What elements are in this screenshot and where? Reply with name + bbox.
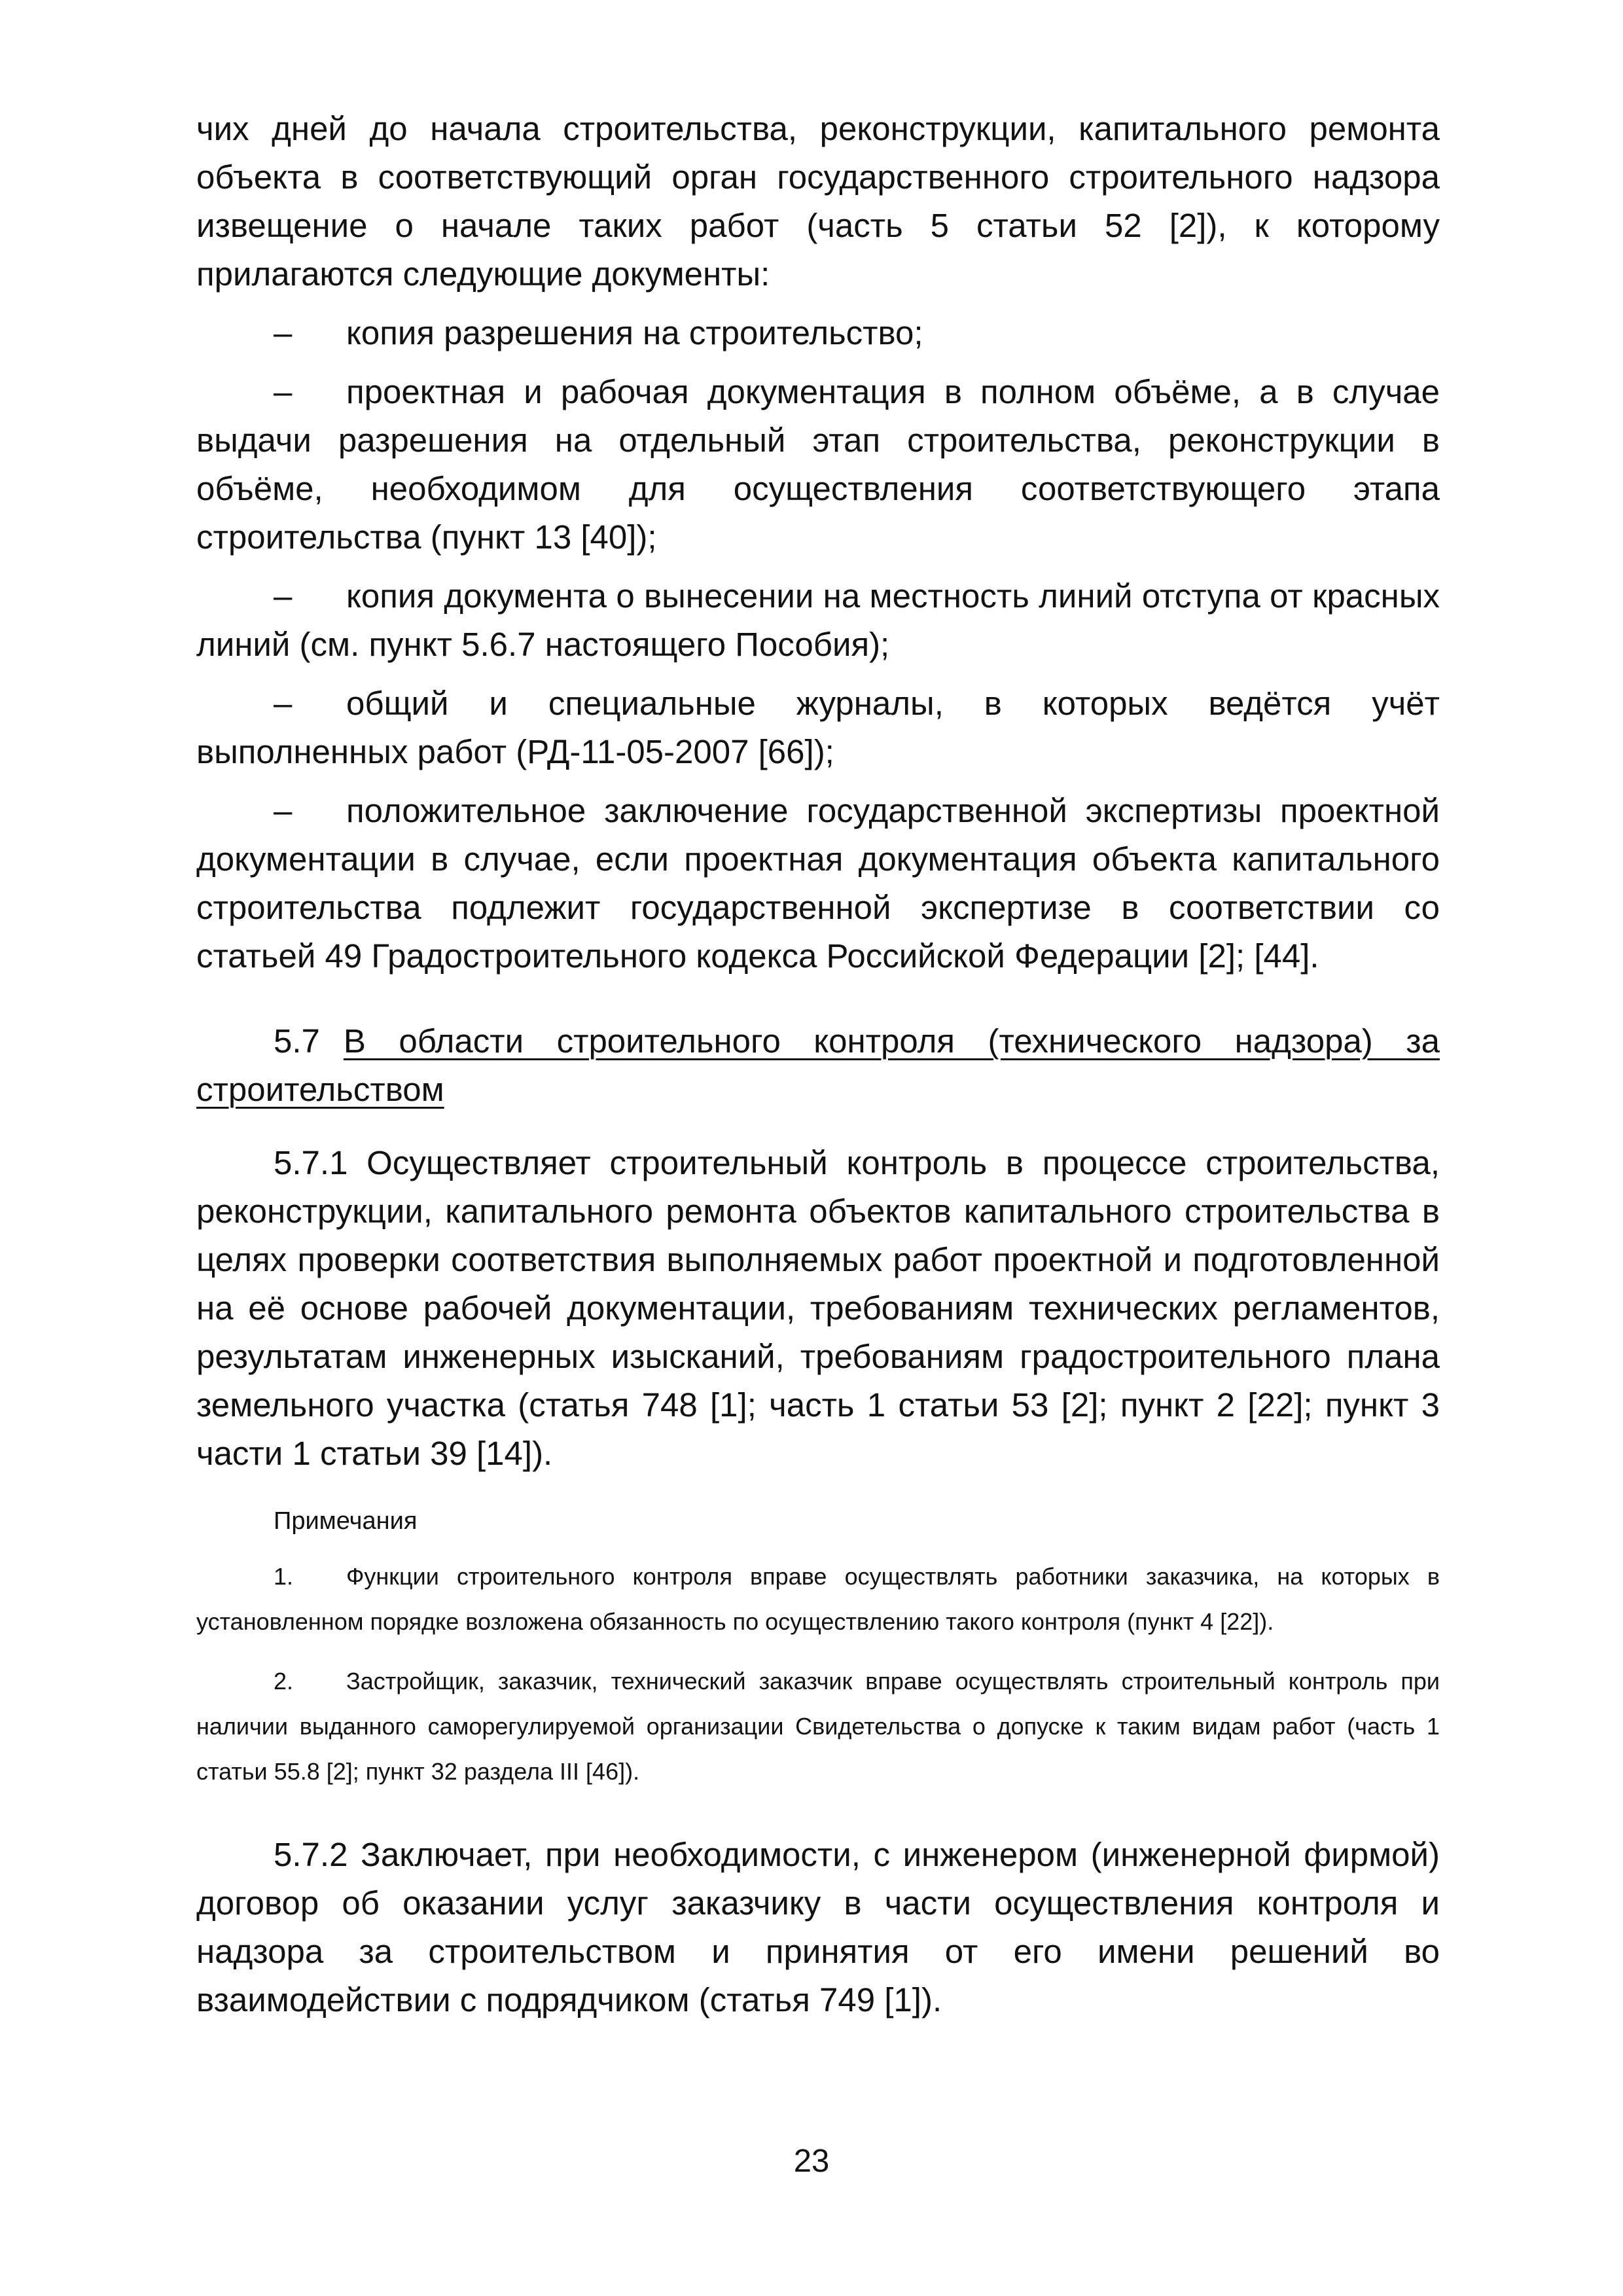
list-item-text: копия разрешения на строительство;	[346, 314, 923, 351]
dash-bullet: –	[274, 314, 293, 351]
section-title: В области строительного контроля (технического надзора) за строительством	[196, 1022, 1440, 1108]
section-heading-5-7	[196, 1017, 1440, 1114]
list-item-text: общий и специальные журналы, в которых ведётся учёт выполненных работ (РД-11-05-2007 [66]);	[196, 685, 1440, 770]
clause-5-7-1: 5.7.1 Осуществляет строительный контроль в процессе строительства, реконструкции, капитального ремонта объектов капитального строительства в целях проверки соответствия выполняемых работ проектной и подготовленной на её основе рабочей документации, требованиям технических регламентов, результатам инженерных изысканий, требованиям градостроительного плана земельного участка (статья 748 [1]; часть 1 статьи 53 [2]; пункт 2 [22]; пункт 3 части 1 статьи 39 [14]).	[196, 1144, 1440, 1472]
page-body	[196, 105, 1440, 2024]
dash-bullet: –	[274, 792, 293, 829]
dash-bullet: –	[274, 685, 293, 722]
list-item-text: положительное заключение государственной экспертизы проектной документации в случае, если проектная документация объекта капитального строительства подлежит государственной экспертизе в соответствии со статьей 49 Градостроительного кодекса Российской Федерации [2]; [44].	[196, 792, 1440, 975]
list-item-text: копия документа о вынесении на местность линий отступа от красных линий (см. пункт 5.6.7 настоящего Пособия);	[196, 577, 1440, 663]
note-item	[196, 1554, 1440, 1644]
dash-bullet: –	[274, 373, 293, 410]
list-item-text: проектная и рабочая документация в полном объёме, а в случае выдачи разрешения на отдельный этап строительства, реконструкции в объёме, необходимом для осуществления соответствующего этапа строительства (пункт 13 [40]);	[196, 373, 1440, 556]
page-number: 23	[793, 2144, 830, 2179]
note-text: Застройщик, заказчик, технический заказчик вправе осуществлять строительный контроль при наличии выданного саморегулируемой организации Свидетельства о допуске к таким видам работ (часть 1 статьи 55.8 [2]; пункт 32 раздела III [46]).	[196, 1668, 1440, 1785]
list-item	[196, 368, 1440, 562]
note-item	[196, 1659, 1440, 1794]
note-number: 2.	[274, 1668, 294, 1695]
notes-title: Примечания	[274, 1507, 418, 1535]
clause-5-7-2: 5.7.2 Заключает, при необходимости, с инженером (инженерной фирмой) договор об оказании услуг заказчику в части осуществления контроля и надзора за строительством и принятия от его имени решений во взаимодействии с подрядчиком (статья 749 [1]).	[196, 1836, 1440, 2018]
note-text: Функции строительного контроля вправе осуществлять работники заказчика, на которых в установленном порядке возложена обязанность по осуществлению такого контроля (пункт 4 [22]).	[196, 1563, 1440, 1635]
intro-paragraph: чих дней до начала строительства, реконструкции, капитального ремонта объекта в соответствующий орган государственного строительного надзора извещение о начале таких работ (часть 5 статьи 52 [2]), к которому прилагаются следующие документы:	[196, 110, 1440, 293]
list-item	[196, 572, 1440, 669]
section-number: 5.7	[274, 1022, 320, 1060]
list-item	[196, 309, 1440, 357]
list-item	[196, 787, 1440, 980]
dash-bullet: –	[274, 577, 293, 615]
note-number: 1.	[274, 1563, 294, 1590]
notes-list	[196, 1554, 1440, 1794]
required-documents-list	[196, 309, 1440, 980]
list-item	[196, 679, 1440, 776]
